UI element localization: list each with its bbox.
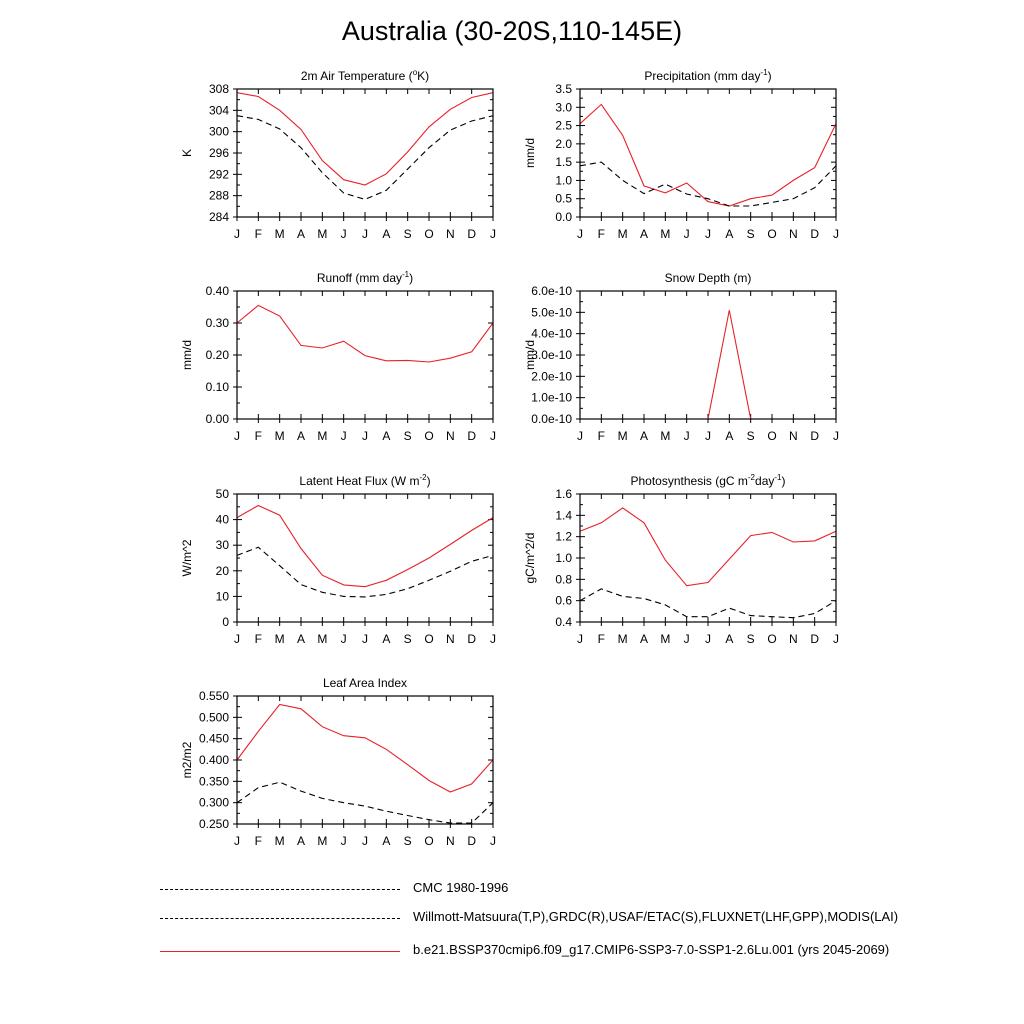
- y-tick-label: 2.5: [555, 118, 572, 133]
- x-tick-label: J: [340, 632, 347, 646]
- y-tick-label: 0: [222, 615, 229, 629]
- x-tick-label: D: [467, 632, 477, 646]
- y-tick-label: 40: [215, 512, 229, 527]
- x-tick-label: J: [340, 834, 347, 848]
- x-tick-label: M: [617, 227, 628, 241]
- x-tick-label: N: [445, 834, 455, 848]
- x-tick-label: D: [810, 227, 820, 241]
- y-tick-label: 0.300: [198, 795, 229, 810]
- series-line-model: [580, 104, 836, 206]
- x-tick-label: J: [234, 632, 240, 646]
- x-tick-label: J: [577, 227, 583, 241]
- x-tick-label: F: [597, 429, 606, 443]
- y-tick-label: 0.30: [205, 316, 229, 330]
- chart-gpp: [523, 473, 839, 646]
- x-tick-label: M: [274, 632, 285, 646]
- y-tick-label: 5.0e-10: [531, 305, 572, 320]
- x-tick-label: J: [705, 429, 711, 443]
- x-tick-label: S: [403, 834, 412, 848]
- x-tick-label: M: [317, 227, 328, 241]
- chart-tsa: [180, 68, 496, 241]
- y-tick-label: 10: [215, 589, 229, 604]
- x-tick-label: A: [639, 632, 649, 646]
- x-tick-label: A: [296, 227, 306, 241]
- y-tick-label: 288: [208, 188, 229, 203]
- series-line-model: [580, 310, 836, 419]
- y-axis-label: K: [180, 148, 194, 158]
- y-tick-label: 0.40: [205, 284, 229, 298]
- x-tick-label: S: [403, 227, 412, 241]
- y-tick-label: 50: [215, 487, 229, 501]
- chart-lai: [180, 676, 496, 848]
- x-tick-label: F: [597, 632, 606, 646]
- x-tick-label: A: [639, 429, 649, 443]
- x-tick-label: O: [424, 632, 434, 646]
- x-tick-label: O: [767, 227, 777, 241]
- x-tick-label: M: [317, 632, 328, 646]
- x-tick-label: J: [234, 429, 240, 443]
- y-tick-label: 0.350: [198, 774, 229, 789]
- x-tick-label: A: [725, 429, 734, 443]
- y-tick-label: 0.500: [198, 710, 229, 725]
- y-axis-label: W/m^2: [180, 539, 194, 577]
- x-tick-label: J: [683, 632, 690, 646]
- y-tick-label: 0.0: [555, 210, 572, 224]
- chart-prec: [523, 68, 839, 241]
- series-line-obs: [580, 162, 836, 206]
- x-tick-label: J: [340, 227, 347, 241]
- y-tick-label: 0.10: [205, 380, 229, 394]
- x-tick-label: S: [746, 227, 755, 241]
- x-tick-label: J: [833, 227, 839, 241]
- legend-label: Willmott-Matsuura(T,P),GRDC(R),USAF/ETAC(S),FLUXNET(LHF,GPP),MODIS(LAI): [413, 909, 899, 924]
- x-tick-label: A: [382, 227, 391, 241]
- x-tick-label: J: [683, 227, 690, 241]
- legend-swatch: [160, 889, 400, 890]
- x-tick-label: M: [617, 632, 628, 646]
- y-tick-label: 304: [208, 103, 229, 118]
- x-tick-label: D: [810, 429, 820, 443]
- chart-runoff: [180, 270, 496, 443]
- y-tick-label: 2.0e-10: [531, 369, 572, 384]
- x-tick-label: A: [296, 632, 306, 646]
- y-tick-label: 284: [208, 210, 229, 224]
- series-line-model: [237, 305, 493, 362]
- x-tick-label: N: [445, 632, 455, 646]
- chart-title: 2m Air Temperature ($^o$K): [300, 68, 430, 83]
- y-tick-label: 0.450: [198, 731, 229, 746]
- series-line-model: [237, 93, 493, 185]
- x-tick-label: M: [660, 632, 671, 646]
- y-tick-label: 0.250: [198, 817, 229, 831]
- x-tick-label: S: [403, 632, 412, 646]
- x-tick-label: A: [296, 834, 306, 848]
- y-tick-label: 0.00: [205, 412, 229, 426]
- x-tick-label: S: [746, 632, 755, 646]
- y-tick-label: 0.20: [205, 348, 229, 362]
- y-tick-label: 30: [215, 538, 229, 553]
- x-tick-label: A: [639, 227, 649, 241]
- x-tick-label: M: [274, 429, 285, 443]
- y-tick-label: 1.0e-10: [531, 390, 572, 405]
- x-tick-label: A: [382, 632, 391, 646]
- series-line-obs: [237, 782, 493, 823]
- legend-swatch: [160, 918, 400, 919]
- x-tick-label: F: [254, 429, 263, 443]
- x-tick-label: J: [705, 227, 711, 241]
- y-axis-label: mm/d: [523, 340, 537, 370]
- x-tick-label: M: [660, 227, 671, 241]
- x-tick-label: M: [317, 429, 328, 443]
- x-tick-label: O: [767, 632, 777, 646]
- chart-title: Latent Heat Flux (W $m^{-2}$): [299, 473, 431, 488]
- x-tick-label: D: [810, 632, 820, 646]
- x-tick-label: J: [234, 227, 240, 241]
- y-tick-label: 0.400: [198, 753, 229, 767]
- x-tick-label: J: [340, 429, 347, 443]
- y-tick-label: 2.0: [555, 136, 572, 151]
- y-tick-label: 296: [208, 146, 229, 160]
- x-tick-label: S: [403, 429, 412, 443]
- x-tick-label: J: [490, 429, 496, 443]
- x-tick-label: J: [362, 227, 368, 241]
- x-tick-label: J: [833, 429, 839, 443]
- y-axis-label: gC/m^2/d: [523, 532, 537, 584]
- y-axis-label: m2/m2: [180, 741, 194, 779]
- chart-lhf: [180, 473, 496, 646]
- x-tick-label: N: [445, 227, 455, 241]
- series-line-model: [237, 506, 493, 587]
- y-tick-label: 0.8: [555, 572, 572, 587]
- series-line-obs: [237, 116, 493, 200]
- x-tick-label: O: [767, 429, 777, 443]
- x-tick-label: A: [382, 834, 391, 848]
- y-tick-label: 1.0: [555, 551, 572, 565]
- plot-frame: [580, 494, 836, 622]
- x-tick-label: D: [467, 227, 477, 241]
- x-tick-label: M: [617, 429, 628, 443]
- x-tick-label: O: [424, 429, 434, 443]
- chart-title: Snow Depth (m): [664, 271, 752, 285]
- legend-swatch: [160, 951, 400, 952]
- x-tick-label: J: [577, 429, 583, 443]
- y-tick-label: 292: [208, 167, 229, 182]
- x-tick-label: A: [725, 632, 734, 646]
- x-tick-label: A: [382, 429, 391, 443]
- x-tick-label: J: [362, 632, 368, 646]
- series-line-model: [237, 705, 493, 793]
- x-tick-label: D: [467, 834, 477, 848]
- y-tick-label: 1.0: [555, 173, 572, 188]
- series-line-obs: [580, 589, 836, 618]
- x-tick-label: J: [490, 834, 496, 848]
- y-tick-label: 3.0e-10: [531, 348, 572, 362]
- y-tick-label: 0.4: [555, 615, 572, 629]
- chart-title: Runoff (mm day$^{-1}$): [316, 270, 414, 285]
- x-tick-label: A: [725, 227, 734, 241]
- x-tick-label: D: [467, 429, 477, 443]
- x-tick-label: S: [746, 429, 755, 443]
- page-title: Australia (30-20S,110-145E): [341, 16, 683, 46]
- y-tick-label: 1.5: [555, 155, 572, 170]
- y-tick-label: 0.0e-10: [531, 412, 572, 426]
- x-tick-label: J: [683, 429, 690, 443]
- x-tick-label: N: [788, 429, 798, 443]
- x-tick-label: J: [577, 632, 583, 646]
- x-tick-label: J: [490, 632, 496, 646]
- series-line-model: [580, 508, 836, 586]
- y-tick-label: 0.5: [555, 191, 572, 206]
- x-tick-label: J: [705, 632, 711, 646]
- y-tick-label: 20: [215, 563, 229, 578]
- series-line-obs: [237, 547, 493, 597]
- chart-title: Precipitation (mm day$^{-1}$): [644, 68, 772, 83]
- y-tick-label: 1.6: [555, 487, 572, 501]
- y-tick-label: 3.5: [555, 82, 572, 96]
- y-tick-label: 1.2: [555, 529, 572, 544]
- chart-snow: [523, 271, 839, 443]
- y-tick-label: 308: [208, 82, 229, 96]
- x-tick-label: N: [788, 632, 798, 646]
- legend-label: b.e21.BSSP370cmip6.f09_g17.CMIP6-SSP3-7.0-SSP1-2.6Lu.001 (yrs 2045-2069): [413, 942, 890, 957]
- x-tick-label: N: [445, 429, 455, 443]
- x-tick-label: M: [317, 834, 328, 848]
- x-tick-label: F: [254, 834, 263, 848]
- y-tick-label: 0.6: [555, 593, 572, 608]
- y-tick-label: 300: [208, 124, 229, 139]
- y-tick-label: 4.0e-10: [531, 326, 572, 341]
- x-tick-label: M: [660, 429, 671, 443]
- x-tick-label: J: [833, 632, 839, 646]
- plot-frame: [580, 291, 836, 419]
- x-tick-label: F: [254, 227, 263, 241]
- x-tick-label: N: [788, 227, 798, 241]
- chart-title: Photosynthesis (gC $m^{-2}day^{-1}$): [630, 473, 786, 488]
- x-tick-label: J: [362, 429, 368, 443]
- chart-title: Leaf Area Index: [322, 676, 408, 690]
- y-tick-label: 1.4: [555, 508, 572, 523]
- y-tick-label: 0.550: [198, 689, 229, 703]
- y-axis-label: mm/d: [523, 138, 537, 168]
- x-tick-label: M: [274, 834, 285, 848]
- x-tick-label: F: [254, 632, 263, 646]
- plot-frame: [580, 89, 836, 217]
- x-tick-label: J: [362, 834, 368, 848]
- y-tick-label: 6.0e-10: [531, 284, 572, 298]
- legend-label: CMC 1980-1996: [413, 880, 509, 895]
- plot-frame: [237, 89, 493, 217]
- y-axis-label: mm/d: [180, 340, 194, 370]
- x-tick-label: O: [424, 227, 434, 241]
- y-tick-label: 3.0: [555, 100, 572, 115]
- x-tick-label: A: [296, 429, 306, 443]
- x-tick-label: J: [234, 834, 240, 848]
- x-tick-label: F: [597, 227, 606, 241]
- x-tick-label: J: [490, 227, 496, 241]
- x-tick-label: M: [274, 227, 285, 241]
- x-tick-label: O: [424, 834, 434, 848]
- plot-frame: [237, 696, 493, 824]
